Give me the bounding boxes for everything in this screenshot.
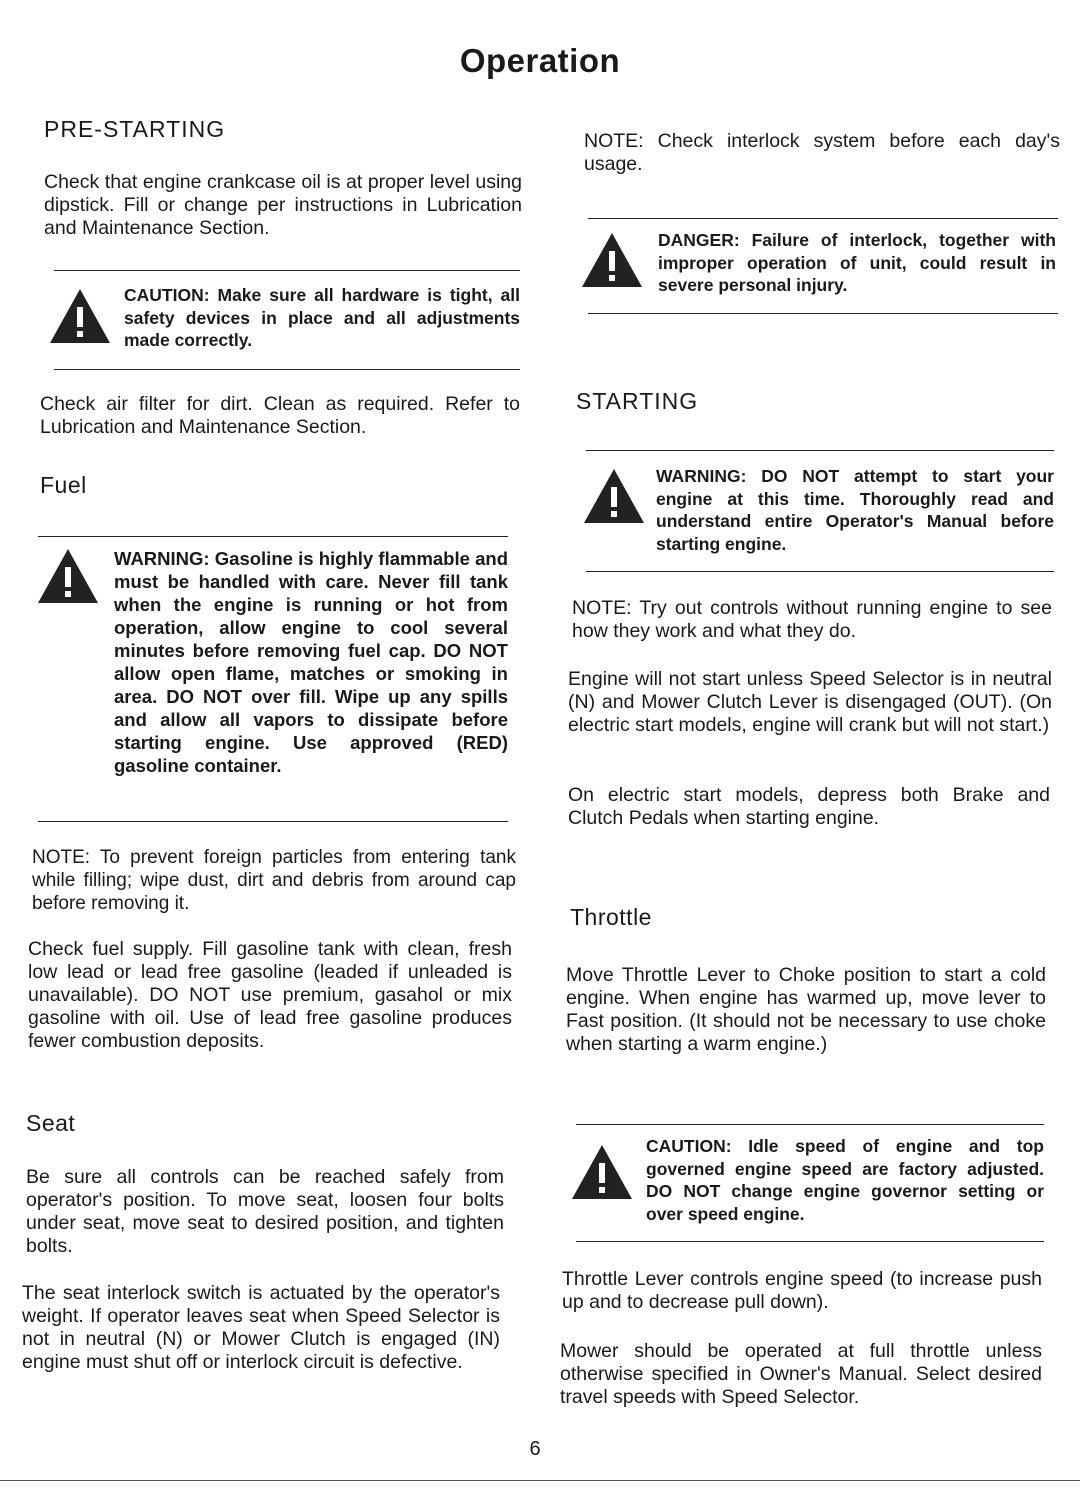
throttle-full-paragraph: Mower should be operated at full throttle unless otherwise specified in Owner's Manual. Select desired travel speeds with Speed Selector. [560, 1340, 1042, 1408]
starting-warning-box [586, 450, 1054, 572]
starting-controls-note: NOTE: Try out controls without running engine to see how they work and what they do. [572, 597, 1052, 642]
throttle-caution-text: CAUTION: Idle speed of engine and top governed engine speed are factory adjusted. DO NOT change engine governor setting or over speed engine. [646, 1136, 1044, 1224]
fuel-heading: Fuel [40, 472, 87, 498]
starting-warning-text: WARNING: DO NOT attempt to start your engine at this time. Thoroughly read and understand entire Operator's Manual before starting engine. [656, 466, 1054, 554]
throttle-caution-box [576, 1124, 1044, 1242]
throttle-choke-paragraph: Move Throttle Lever to Choke position to start a cold engine. When engine has warmed up, move lever to Fast position. (It should not be necessary to use choke when starting a warm engine.) [566, 964, 1046, 1055]
fuel-warning-text: WARNING: Gasoline is highly flammable and must be handled with care. Never fill tank when the engine is running or hot from operation, allow engine to cool several minutes before removing fuel cap. DO NOT allow open flame, matches or smoking in area. DO NOT over fill. Wipe up any spills and allow all vapors to dissipate before starting engine. Use approved (RED) gasoline container. [114, 548, 508, 776]
starting-heading: STARTING [576, 388, 699, 414]
seat-heading: Seat [26, 1110, 76, 1136]
danger-text: DANGER: Failure of interlock, together with improper operation of unit, could result in severe personal injury. [658, 230, 1056, 295]
prestarting-heading: PRE-STARTING [44, 116, 226, 142]
prestarting-air-filter-paragraph: Check air filter for dirt. Clean as required. Refer to Lubrication and Maintenance Section. [40, 393, 520, 438]
warning-triangle-icon [48, 287, 112, 345]
warning-triangle-icon [36, 547, 100, 605]
fuel-warning-box [38, 536, 508, 822]
bottom-rule [0, 1480, 1080, 1481]
throttle-lever-paragraph: Throttle Lever controls engine speed (to increase push up and to decrease pull down). [562, 1268, 1042, 1313]
interlock-note: NOTE: Check interlock system before each day's usage. [584, 130, 1060, 175]
page-title: Operation [459, 42, 621, 79]
seat-adjust-paragraph: Be sure all controls can be reached safely from operator's position. To move seat, loosen four bolts under seat, move seat to desired position, and tighten bolts. [26, 1166, 504, 1257]
fuel-supply-paragraph: Check fuel supply. Fill gasoline tank with clean, fresh low lead or lead free gasoline (leaded if unleaded is unavailable). DO NOT use premium, gasahol or mix gasoline with oil. Use of lead free gasoline produces fewer combustion deposits. [28, 938, 512, 1052]
prestarting-caution-text: CAUTION: Make sure all hardware is tight, all safety devices in place and all adjustments made correctly. [124, 285, 520, 350]
prestarting-oil-paragraph: Check that engine crankcase oil is at proper level using dipstick. Fill or change per instructions in Lubrication and Maintenance Section. [44, 171, 522, 239]
starting-electric-paragraph: On electric start models, depress both Brake and Clutch Pedals when starting engine. [568, 784, 1050, 829]
page-number: 6 [529, 1438, 541, 1460]
throttle-heading: Throttle [570, 904, 652, 930]
prestarting-caution-box [54, 270, 520, 370]
fuel-note: NOTE: To prevent foreign particles from entering tank while filling; wipe dust, dirt and debris from around cap before removing it. [32, 847, 516, 914]
warning-triangle-icon [580, 231, 644, 289]
seat-interlock-paragraph: The seat interlock switch is actuated by the operator's weight. If operator leaves seat when Speed Selector is not in neutral (N) or Mower Clutch is engaged (IN) engine must shut off or interlock circuit is defective. [22, 1282, 500, 1373]
starting-interlock-paragraph: Engine will not start unless Speed Selector is in neutral (N) and Mower Clutch Lever is disengaged (OUT). (On electric start models, engine will crank but will not start.) [568, 668, 1052, 736]
warning-triangle-icon [570, 1143, 634, 1201]
warning-triangle-icon [582, 467, 646, 525]
danger-box [588, 218, 1058, 314]
